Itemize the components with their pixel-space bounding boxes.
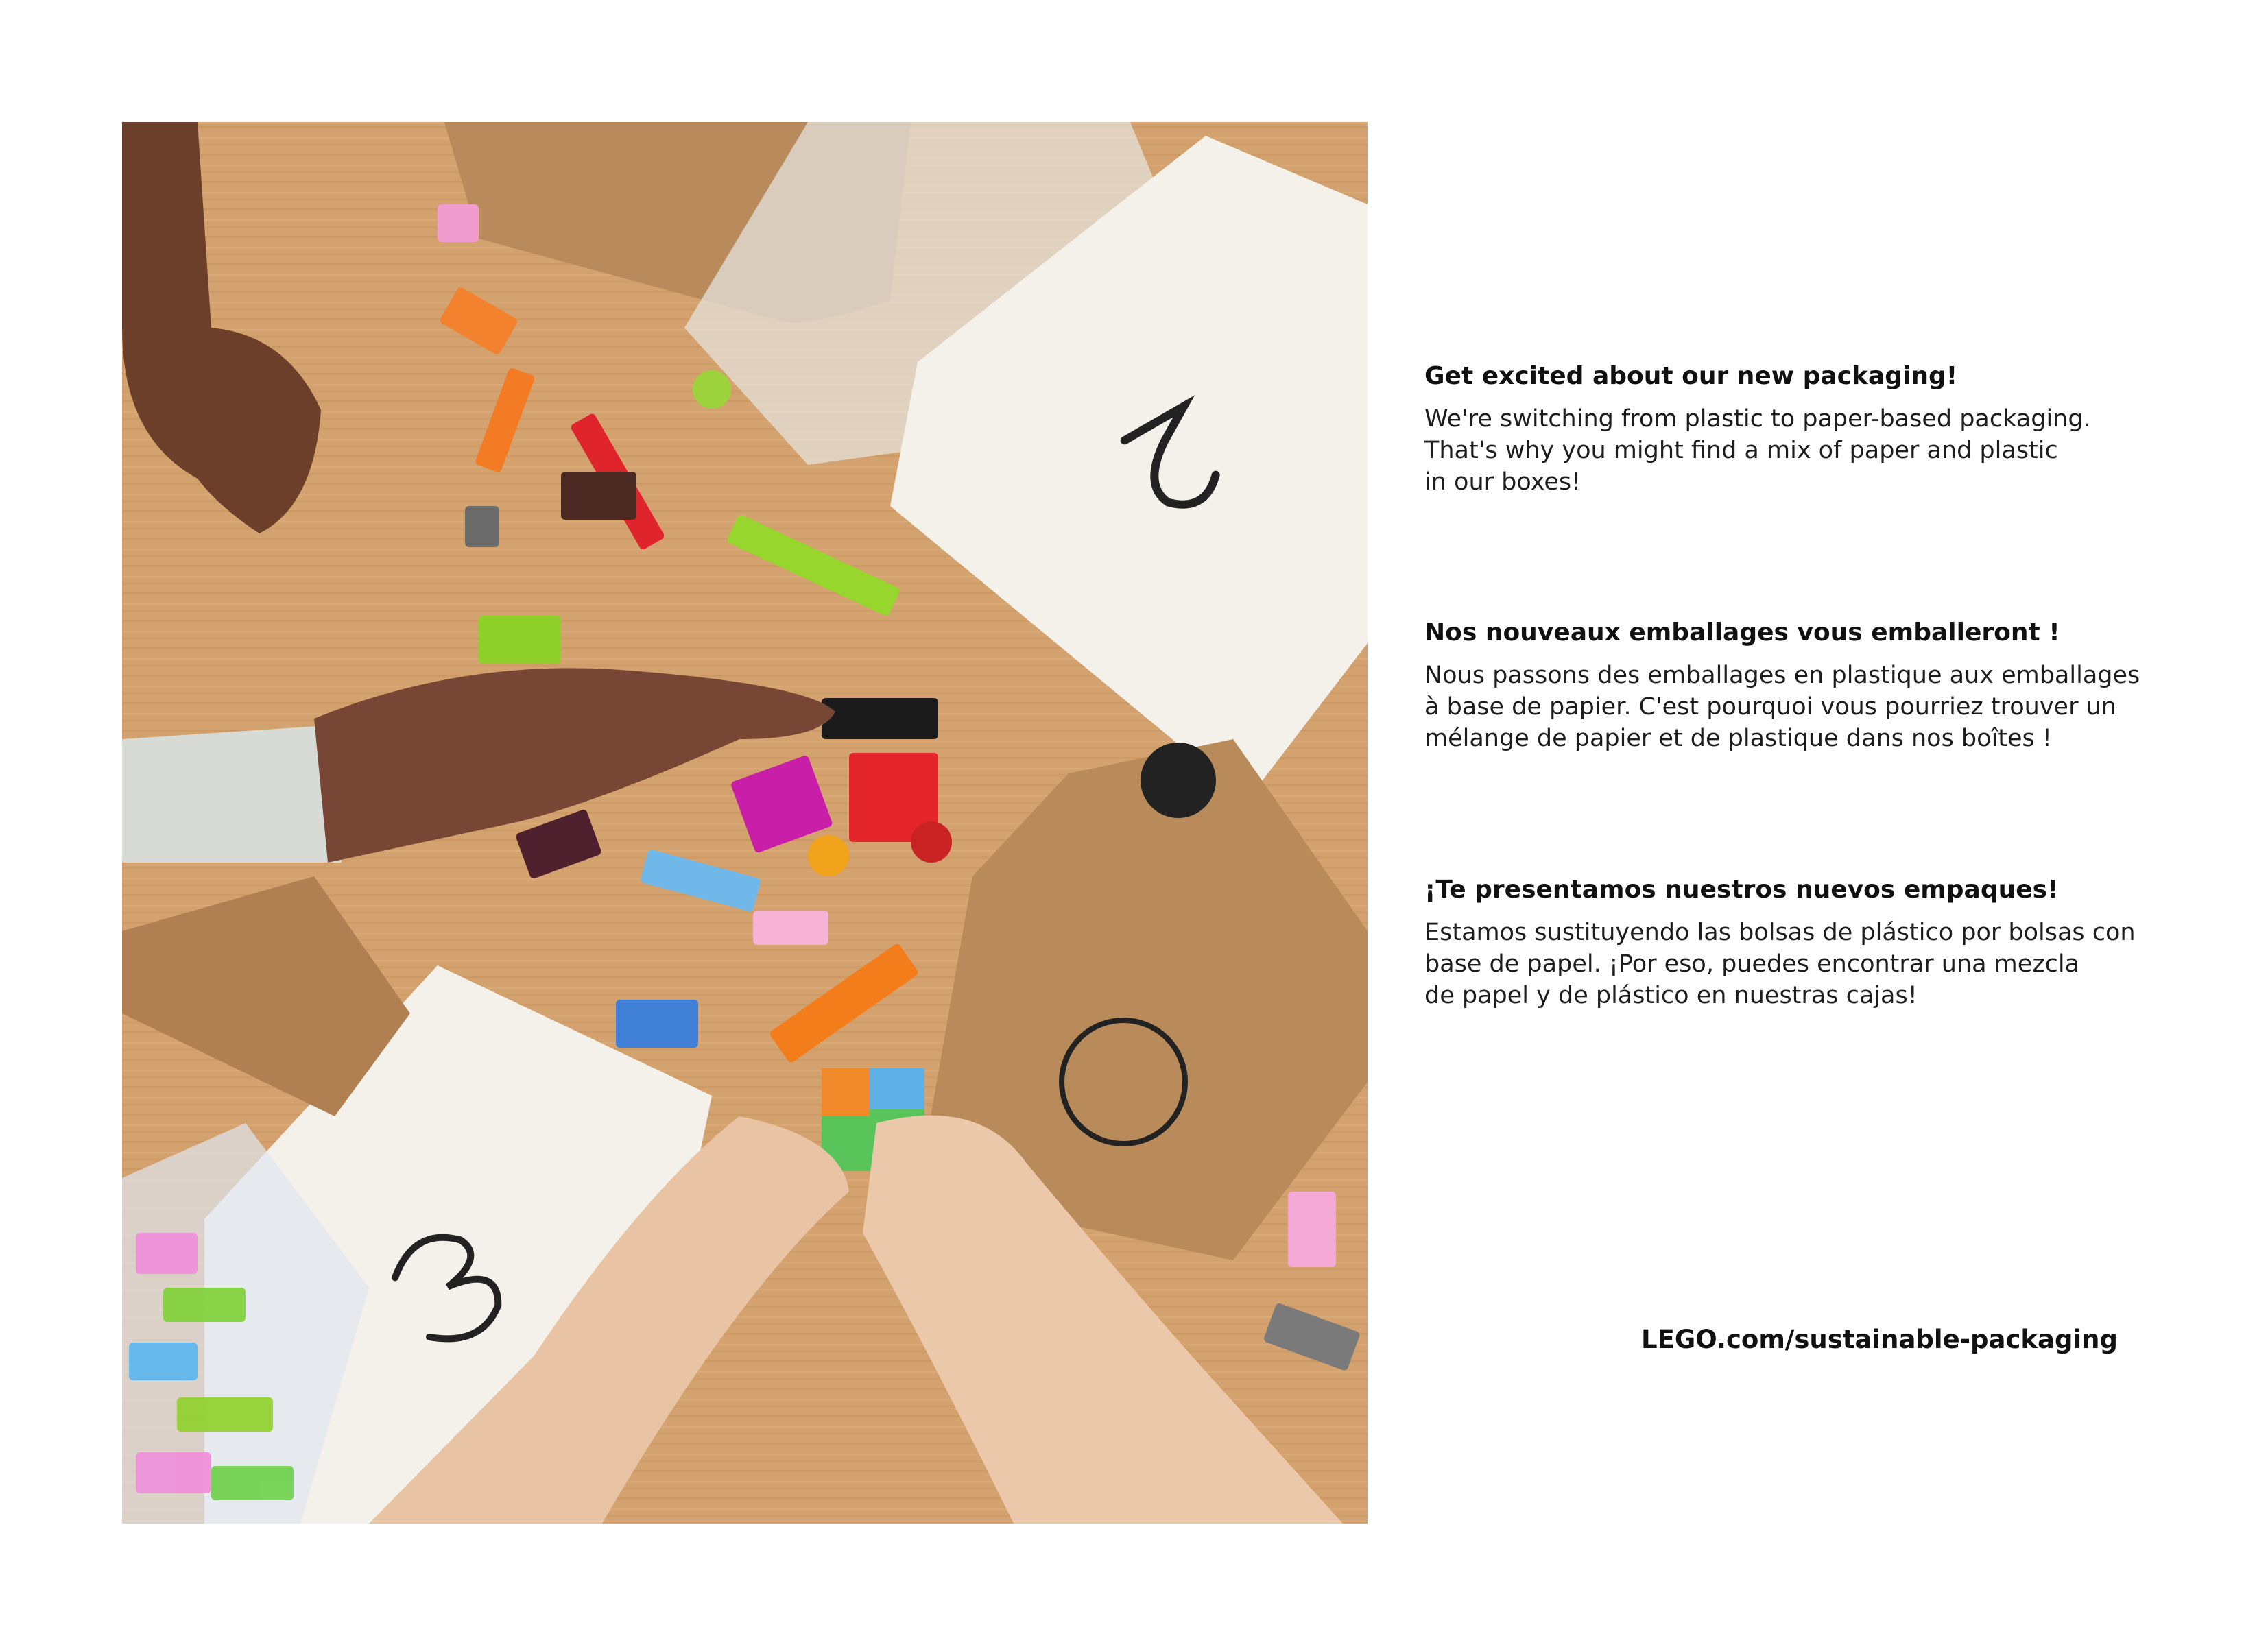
body-line: We're switching from plastic to paper-based packaging. <box>1424 405 2091 433</box>
sustainable-packaging-link[interactable]: LEGO.com/sustainable-packaging <box>1641 1325 2118 1354</box>
body-line: mélange de papier et de plastique dans nos boîtes ! <box>1424 725 2052 752</box>
hero-photo <box>122 122 1368 1524</box>
section-spanish <box>1424 874 2234 1011</box>
body-line: That's why you might find a mix of paper and plastic <box>1424 437 2058 464</box>
body-line: Estamos sustituyendo las bolsas de plástico por bolsas con <box>1424 919 2136 946</box>
body-line: Nous passons des emballages en plastique aux emballages <box>1424 662 2140 689</box>
sleeve-left <box>122 725 342 863</box>
section-english <box>1424 361 2234 498</box>
section-french <box>1424 617 2234 754</box>
body-line: à base de papier. C'est pourquoi vous pourriez trouver un <box>1424 693 2116 721</box>
section-heading: Get excited about our new packaging! <box>1424 362 1958 390</box>
section-heading: ¡Te presentamos nuestros nuevos empaques! <box>1424 876 2059 904</box>
body-line: base de papel. ¡Por eso, puedes encontrar una mezcla <box>1424 950 2080 978</box>
body-line: de papel y de plástico en nuestras cajas! <box>1424 982 1918 1009</box>
body-line: in our boxes! <box>1424 468 1581 496</box>
section-heading: Nos nouveaux emballages vous emballeront ! <box>1424 618 2060 647</box>
